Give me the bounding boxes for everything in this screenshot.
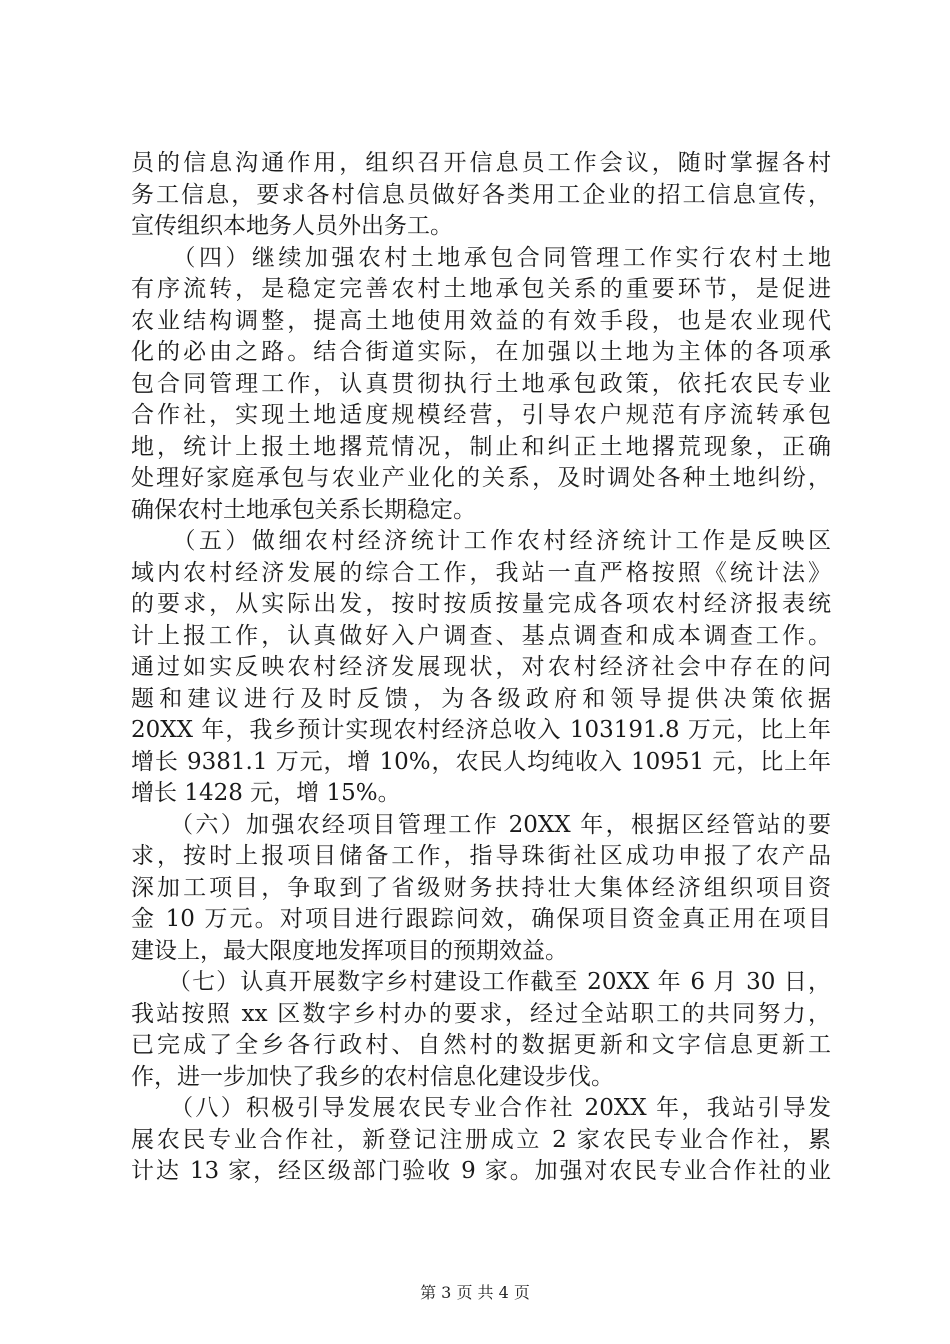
text-line: 我站按照 xx 区数字乡村办的要求，经过全站职工的共同努力， (131, 1000, 831, 1027)
text-line: 增长 9381.1 万元，增 10%，农民人均纯收入 10951 元，比上年 (131, 748, 831, 775)
text-line: 计达 13 家，经区级部门验收 9 家。加强对农民专业合作社的业 (131, 1158, 831, 1184)
text-line: 务工信息，要求各村信息员做好各类用工企业的招工信息宣传， (131, 181, 831, 208)
text-line: 金 10 万元。对项目进行跟踪问效，确保项目资金真正用在项目 (131, 906, 831, 932)
text-line: （四）继续加强农村土地承包合同管理工作实行农村土地 (131, 244, 831, 271)
text-line: 域内农村经济发展的综合工作，我站一直严格按照《统计法》 (131, 559, 831, 586)
text-line: 作，进一步加快了我乡的农村信息化建设步伐。 (131, 1063, 614, 1090)
text-line: 20XX 年，我乡预计实现农村经济总收入 103191.8 万元，比上年 (131, 717, 831, 743)
page-footer: 第 3 页 共 4 页 (420, 1283, 530, 1302)
text-line: 建设上，最大限度地发挥项目的预期效益。 (131, 937, 568, 964)
text-line: 员的信息沟通作用，组织召开信息员工作会议，随时掌握各村 (131, 150, 831, 176)
text-line: （八）积极引导发展农民专业合作社 20XX 年，我站引导发 (131, 1095, 831, 1121)
text-line: 合作社，实现土地适度规模经营，引导农户规范有序流转承包 (131, 402, 831, 428)
text-line: 计上报工作，认真做好入户调查、基点调查和成本调查工作。 (131, 622, 831, 649)
text-line: 包合同管理工作，认真贯彻执行土地承包政策，依托农民专业 (131, 370, 831, 397)
text-line: 深加工项目，争取到了省级财务扶持壮大集体经济组织项目资 (131, 874, 831, 901)
text-line: 确保农村土地承包关系长期稳定。 (131, 496, 476, 523)
text-line: （五）做细农村经济统计工作农村经济统计工作是反映区 (131, 528, 831, 554)
text-line: 求，按时上报项目储备工作，指导珠街社区成功申报了农产品 (131, 843, 831, 869)
text-line: 的要求，从实际出发，按时按质按量完成各项农村经济报表统 (131, 591, 831, 617)
text-line: 化的必由之路。结合街道实际，在加强以土地为主体的各项承 (131, 339, 831, 365)
text-line: 展农民专业合作社，新登记注册成立 2 家农民专业合作社，累 (131, 1126, 831, 1153)
text-line: 有序流转，是稳定完善农村土地承包关系的重要环节，是促进 (131, 276, 831, 302)
text-line: 题和建议进行及时反馈，为各级政府和领导提供决策依据 (131, 685, 831, 712)
text-line: （六）加强农经项目管理工作 20XX 年，根据区经管站的要 (131, 811, 831, 838)
text-line: 处理好家庭承包与农业产业化的关系，及时调处各种土地纠纷， (131, 465, 831, 491)
text-line: 农业结构调整，提高土地使用效益的有效手段，也是农业现代 (131, 307, 831, 334)
text-line: 已完成了全乡各行政村、自然村的数据更新和文字信息更新工 (131, 1032, 831, 1058)
text-line: 增长 1428 元，增 15%。 (131, 780, 401, 806)
text-line: 宣传组织本地务人员外出务工。 (131, 213, 453, 239)
text-line: 地，统计上报土地撂荒情况，制止和纠正土地撂荒现象，正确 (131, 433, 831, 460)
text-line: （七）认真开展数字乡村建设工作截至 20XX 年 6 月 30 日， (131, 969, 831, 995)
text-line: 通过如实反映农村经济发展现状，对农村经济社会中存在的问 (131, 654, 831, 680)
document-body (131, 148, 831, 1188)
